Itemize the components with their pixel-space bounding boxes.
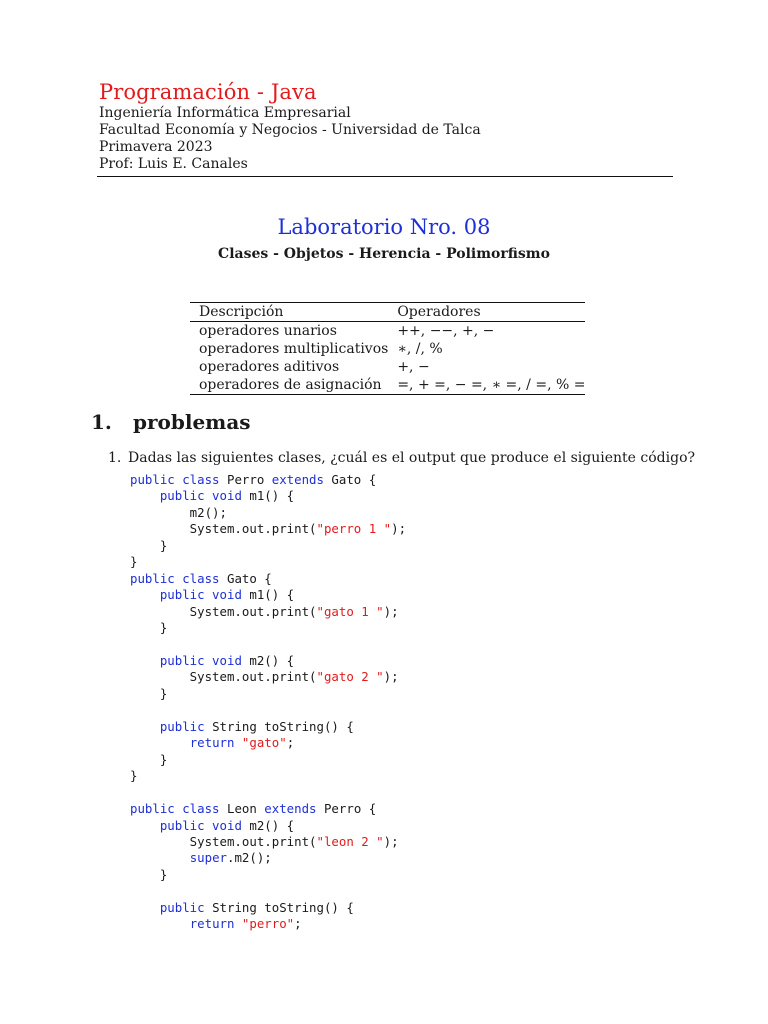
code-keyword: extends: [271, 472, 324, 487]
code-text: }: [130, 768, 138, 784]
table-cell-description: operadores de asignación: [190, 376, 388, 395]
code-keyword: public: [159, 718, 205, 734]
code-line: [130, 900, 406, 916]
code-line: [130, 785, 406, 801]
code-line: [130, 521, 406, 537]
code-text: m2() {: [241, 652, 295, 668]
code-line: [130, 554, 406, 570]
code-text: }: [130, 751, 168, 767]
code-line: [130, 752, 406, 768]
code-line: [130, 604, 406, 620]
table-header-row: [190, 303, 585, 322]
code-text: Gato {: [323, 472, 377, 487]
code-line: [130, 801, 406, 817]
table-row: [190, 322, 585, 341]
table-cell-description: operadores multiplicativos: [199, 341, 389, 357]
table-cell-description: operadores unarios: [199, 323, 337, 339]
code-string: "gato 2 ": [316, 669, 384, 685]
course-title: Programación - Java: [99, 80, 317, 104]
section-title: problemas: [133, 410, 251, 434]
code-line: [130, 850, 406, 866]
section-number: 1.: [91, 410, 112, 434]
code-line: [130, 669, 406, 685]
code-line: [130, 571, 406, 587]
code-text: Perro {: [316, 801, 377, 817]
code-line: [130, 587, 406, 603]
table-cell-operators: =, + =, − =, ∗ =, / =, % =: [388, 376, 585, 395]
code-text: [130, 735, 190, 750]
code-text: }: [130, 537, 168, 553]
code-text: System.out.print(: [130, 833, 317, 849]
code-text: [130, 916, 190, 931]
code-text: [234, 916, 241, 931]
code-text: [130, 653, 160, 668]
code-line: [130, 768, 406, 784]
code-line: [130, 883, 406, 899]
code-keyword: public void: [159, 488, 242, 504]
problem-number: 1.: [108, 450, 122, 466]
code-text: }: [130, 866, 168, 882]
code-text: String toString() {: [204, 718, 354, 734]
table-cell-operators: ∗, /, %: [397, 341, 443, 357]
code-line: [130, 488, 406, 504]
table-cell-operators: +, −: [397, 359, 430, 375]
code-text: );: [391, 521, 407, 537]
code-keyword: return: [189, 916, 235, 932]
lab-subtitle: Clases - Objetos - Herencia - Polimorfismo: [218, 246, 550, 262]
code-text: }: [130, 554, 138, 570]
code-line: [130, 620, 406, 636]
code-text: Leon: [219, 801, 265, 817]
code-line: [130, 702, 406, 718]
code-text: m1() {: [241, 488, 295, 504]
code-text: ;: [286, 735, 295, 751]
code-text: [130, 587, 160, 602]
table-row: [190, 340, 585, 358]
lab-title: Laboratorio Nro. 08: [277, 215, 491, 239]
column-header-description: Descripción: [190, 303, 388, 322]
problem-statement: [108, 450, 695, 466]
code-text: ;: [294, 916, 302, 932]
course-meta: [99, 105, 481, 173]
code-text: .m2();: [227, 850, 272, 866]
code-text: [130, 488, 160, 503]
code-listing: [130, 472, 406, 933]
code-line: [130, 653, 406, 669]
code-line: [130, 834, 406, 850]
code-string: "leon 2 ": [316, 833, 384, 849]
header-divider: [97, 176, 673, 177]
code-keyword: super: [189, 850, 227, 866]
code-text: m1() {: [241, 587, 295, 603]
code-line: [130, 719, 406, 735]
code-keyword: public void: [159, 817, 242, 833]
operators-table: [190, 302, 585, 395]
code-line: [130, 686, 406, 702]
code-keyword: return: [189, 735, 235, 751]
code-string: "perro": [241, 916, 295, 932]
code-text: }: [130, 620, 168, 636]
code-string: "gato": [241, 735, 287, 751]
code-text: [130, 818, 160, 833]
code-text: String toString() {: [204, 899, 354, 915]
section-heading: [91, 410, 251, 434]
code-text: System.out.print(: [130, 521, 317, 537]
table-row: [190, 376, 585, 395]
code-text: [234, 735, 241, 750]
semester: Primavera 2023: [99, 139, 213, 155]
code-keyword: public: [159, 899, 205, 915]
code-line: [130, 637, 406, 653]
code-line: [130, 505, 406, 521]
code-text: m2() {: [241, 817, 295, 833]
table-cell-operators: ++, −−, +, −: [397, 323, 495, 339]
code-text: System.out.print(: [130, 603, 317, 619]
column-header-operators: Operadores: [388, 303, 585, 322]
code-text: );: [383, 603, 399, 619]
program-name: Ingeniería Informática Empresarial: [99, 105, 351, 121]
code-line: [130, 867, 406, 883]
code-keyword: public class: [130, 570, 220, 586]
code-text: );: [383, 833, 399, 849]
code-line: [130, 818, 406, 834]
code-text: Perro: [219, 472, 272, 487]
code-text: System.out.print(: [130, 669, 317, 685]
code-keyword: public class: [130, 801, 220, 817]
code-line: [130, 735, 406, 751]
faculty-name: Facultad Economía y Negocios - Universidad de Talca: [99, 122, 481, 138]
code-string: "gato 1 ": [316, 603, 384, 619]
table-cell-description: operadores aditivos: [199, 359, 340, 375]
code-text: Gato {: [219, 570, 272, 586]
table-row: [190, 358, 585, 376]
code-line: [130, 538, 406, 554]
problem-text: Dadas las siguientes clases, ¿cuál es el output que produce el siguiente código?: [128, 450, 696, 466]
code-text: }: [130, 685, 168, 701]
code-string: "perro 1 ": [316, 521, 392, 537]
code-keyword: public void: [159, 587, 242, 603]
code-line: [130, 916, 406, 932]
code-keyword: extends: [264, 801, 317, 817]
code-keyword: public void: [159, 652, 242, 668]
code-text: m2();: [130, 504, 227, 520]
code-line: [130, 472, 406, 488]
professor: Prof: Luis E. Canales: [99, 156, 248, 172]
code-text: );: [383, 669, 399, 685]
code-text: [130, 850, 190, 865]
code-text: [130, 719, 160, 734]
code-keyword: public class: [130, 472, 220, 487]
code-text: [130, 900, 160, 915]
